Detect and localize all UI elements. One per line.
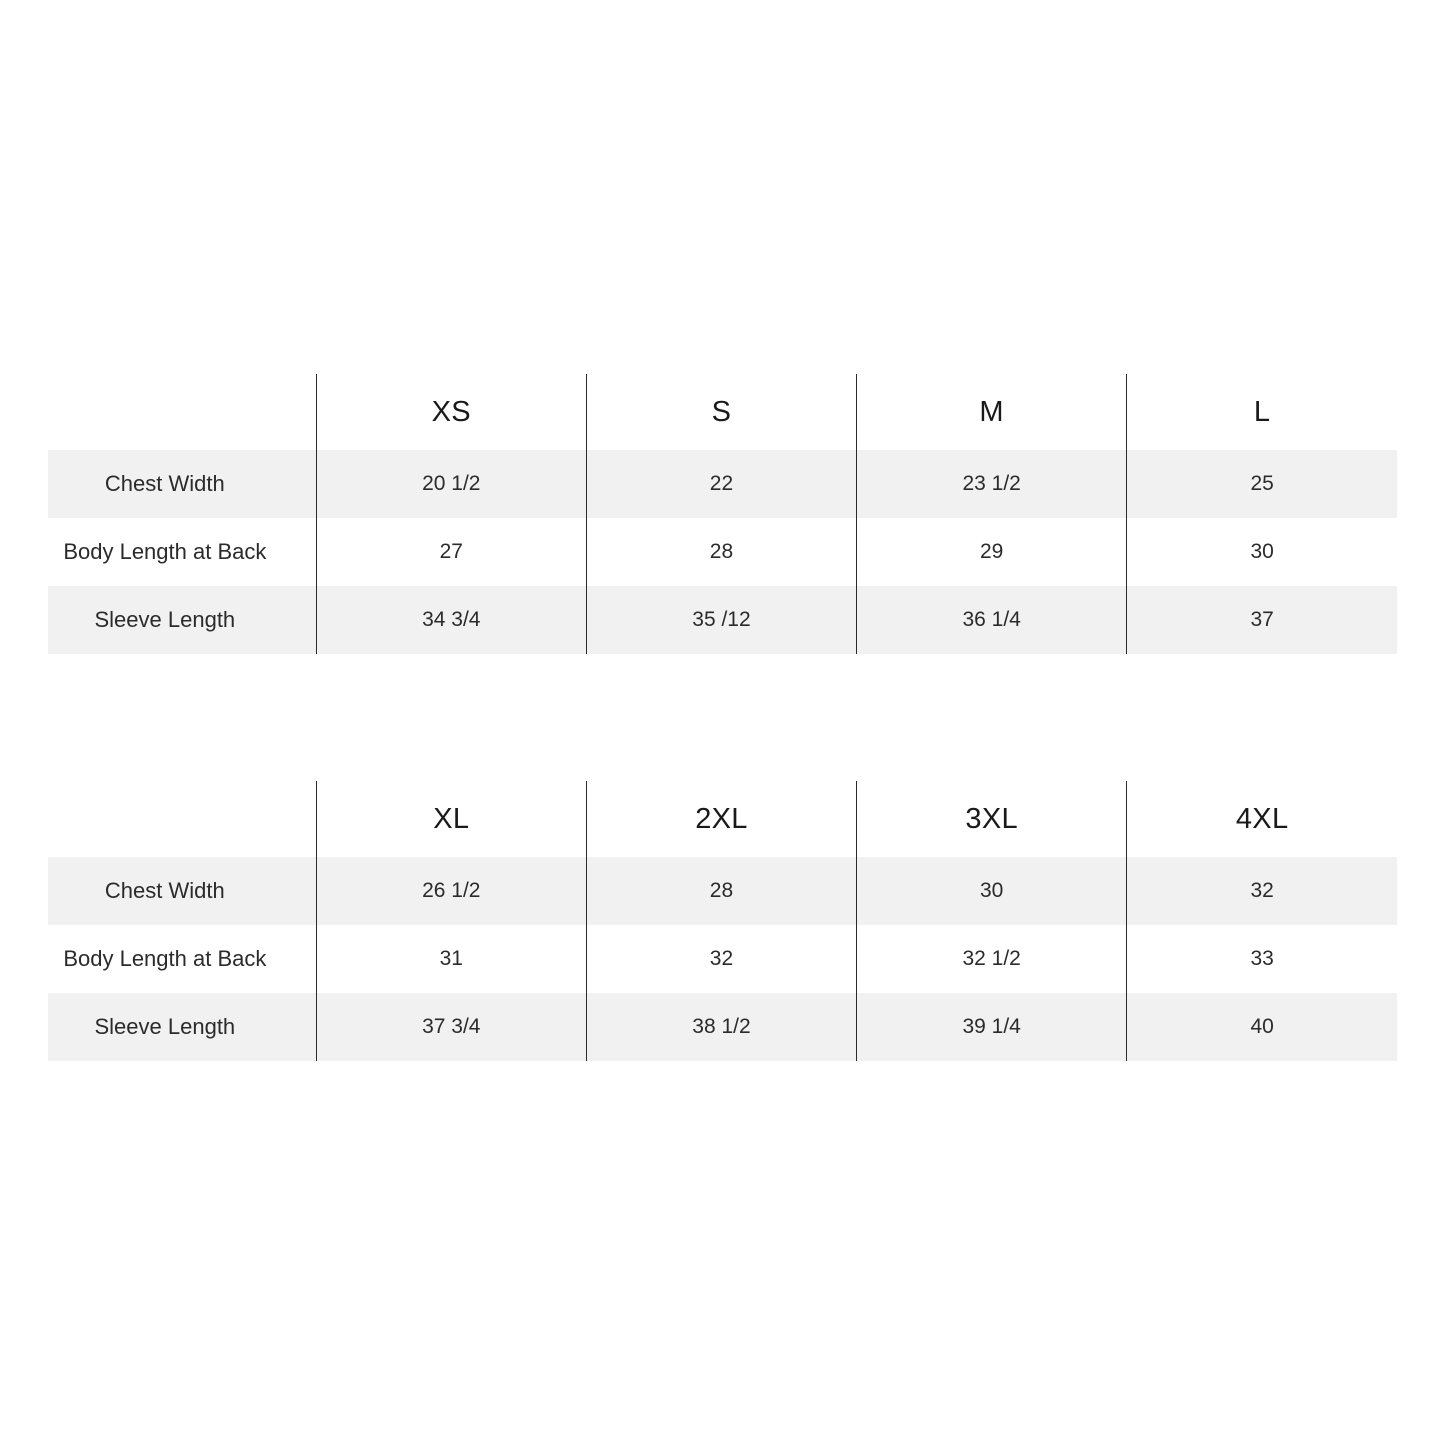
- table-body: [48, 450, 1397, 654]
- size-header-xs: XS: [316, 374, 586, 450]
- cell-body-length-xl: 31: [316, 925, 586, 993]
- table-row: [48, 857, 1397, 925]
- row-label-sleeve-length: Sleeve Length: [48, 993, 316, 1061]
- cell-body-length-4xl: 33: [1127, 925, 1397, 993]
- header-row: [48, 374, 1397, 450]
- measurement-column-header: [48, 781, 316, 857]
- cell-chest-width-l: 25: [1127, 450, 1397, 518]
- size-header-4xl: 4XL: [1235, 802, 1289, 835]
- cell-body-length-3xl: 32 1/2: [857, 925, 1127, 993]
- cell-body-length-m: 29: [857, 518, 1127, 586]
- cell-chest-width-m: 23 1/2: [857, 450, 1127, 518]
- cell-body-length-2xl: 32: [586, 925, 856, 993]
- size-chart-table-xs-to-l: [48, 374, 1397, 654]
- size-header-m: M: [857, 374, 1127, 450]
- table-header: [48, 781, 1397, 857]
- cell-sleeve-length-m: 36 1/4: [857, 586, 1127, 654]
- cell-chest-width-2xl: 28: [586, 857, 856, 925]
- cell-sleeve-length-s: 35 /12: [586, 586, 856, 654]
- cell-body-length-s: 28: [586, 518, 856, 586]
- cell-sleeve-length-xl: 37 3/4: [316, 993, 586, 1061]
- cell-sleeve-length-l: 37: [1127, 586, 1397, 654]
- row-label-chest-width: Chest Width: [48, 450, 316, 518]
- size-header-3xl: 3XL: [857, 781, 1127, 857]
- row-label-sleeve-length: Sleeve Length: [48, 586, 316, 654]
- table-header: [48, 374, 1397, 450]
- size-header-l: L: [1253, 395, 1271, 428]
- table-row: [48, 993, 1397, 1061]
- row-label-chest-width: Chest Width: [48, 857, 316, 925]
- cell-chest-width-3xl: 30: [857, 857, 1127, 925]
- row-label-body-length-at-back: Body Length at Back: [48, 518, 316, 586]
- cell-sleeve-length-2xl: 38 1/2: [586, 993, 856, 1061]
- size-header-xl: XL: [316, 781, 586, 857]
- size-header-2xl: 2XL: [586, 781, 856, 857]
- cell-sleeve-length-3xl: 39 1/4: [857, 993, 1127, 1061]
- cell-sleeve-length-4xl: 40: [1127, 993, 1397, 1061]
- measurement-column-header: [48, 374, 316, 450]
- cell-body-length-xs: 27: [316, 518, 586, 586]
- size-chart-table-xl-to-4xl: [48, 781, 1397, 1061]
- size-header-s: S: [586, 374, 856, 450]
- table-row: [48, 586, 1397, 654]
- table-row: [48, 925, 1397, 993]
- cell-chest-width-xl: 26 1/2: [316, 857, 586, 925]
- row-label-body-length-at-back: Body Length at Back: [48, 925, 316, 993]
- cell-body-length-l: 30: [1127, 518, 1397, 586]
- table-row: [48, 450, 1397, 518]
- cell-sleeve-length-xs: 34 3/4: [316, 586, 586, 654]
- cell-chest-width-xs: 20 1/2: [316, 450, 586, 518]
- header-row: [48, 781, 1397, 857]
- table-row: [48, 518, 1397, 586]
- table-body: [48, 857, 1397, 1061]
- cell-chest-width-s: 22: [586, 450, 856, 518]
- cell-chest-width-4xl: 32: [1127, 857, 1397, 925]
